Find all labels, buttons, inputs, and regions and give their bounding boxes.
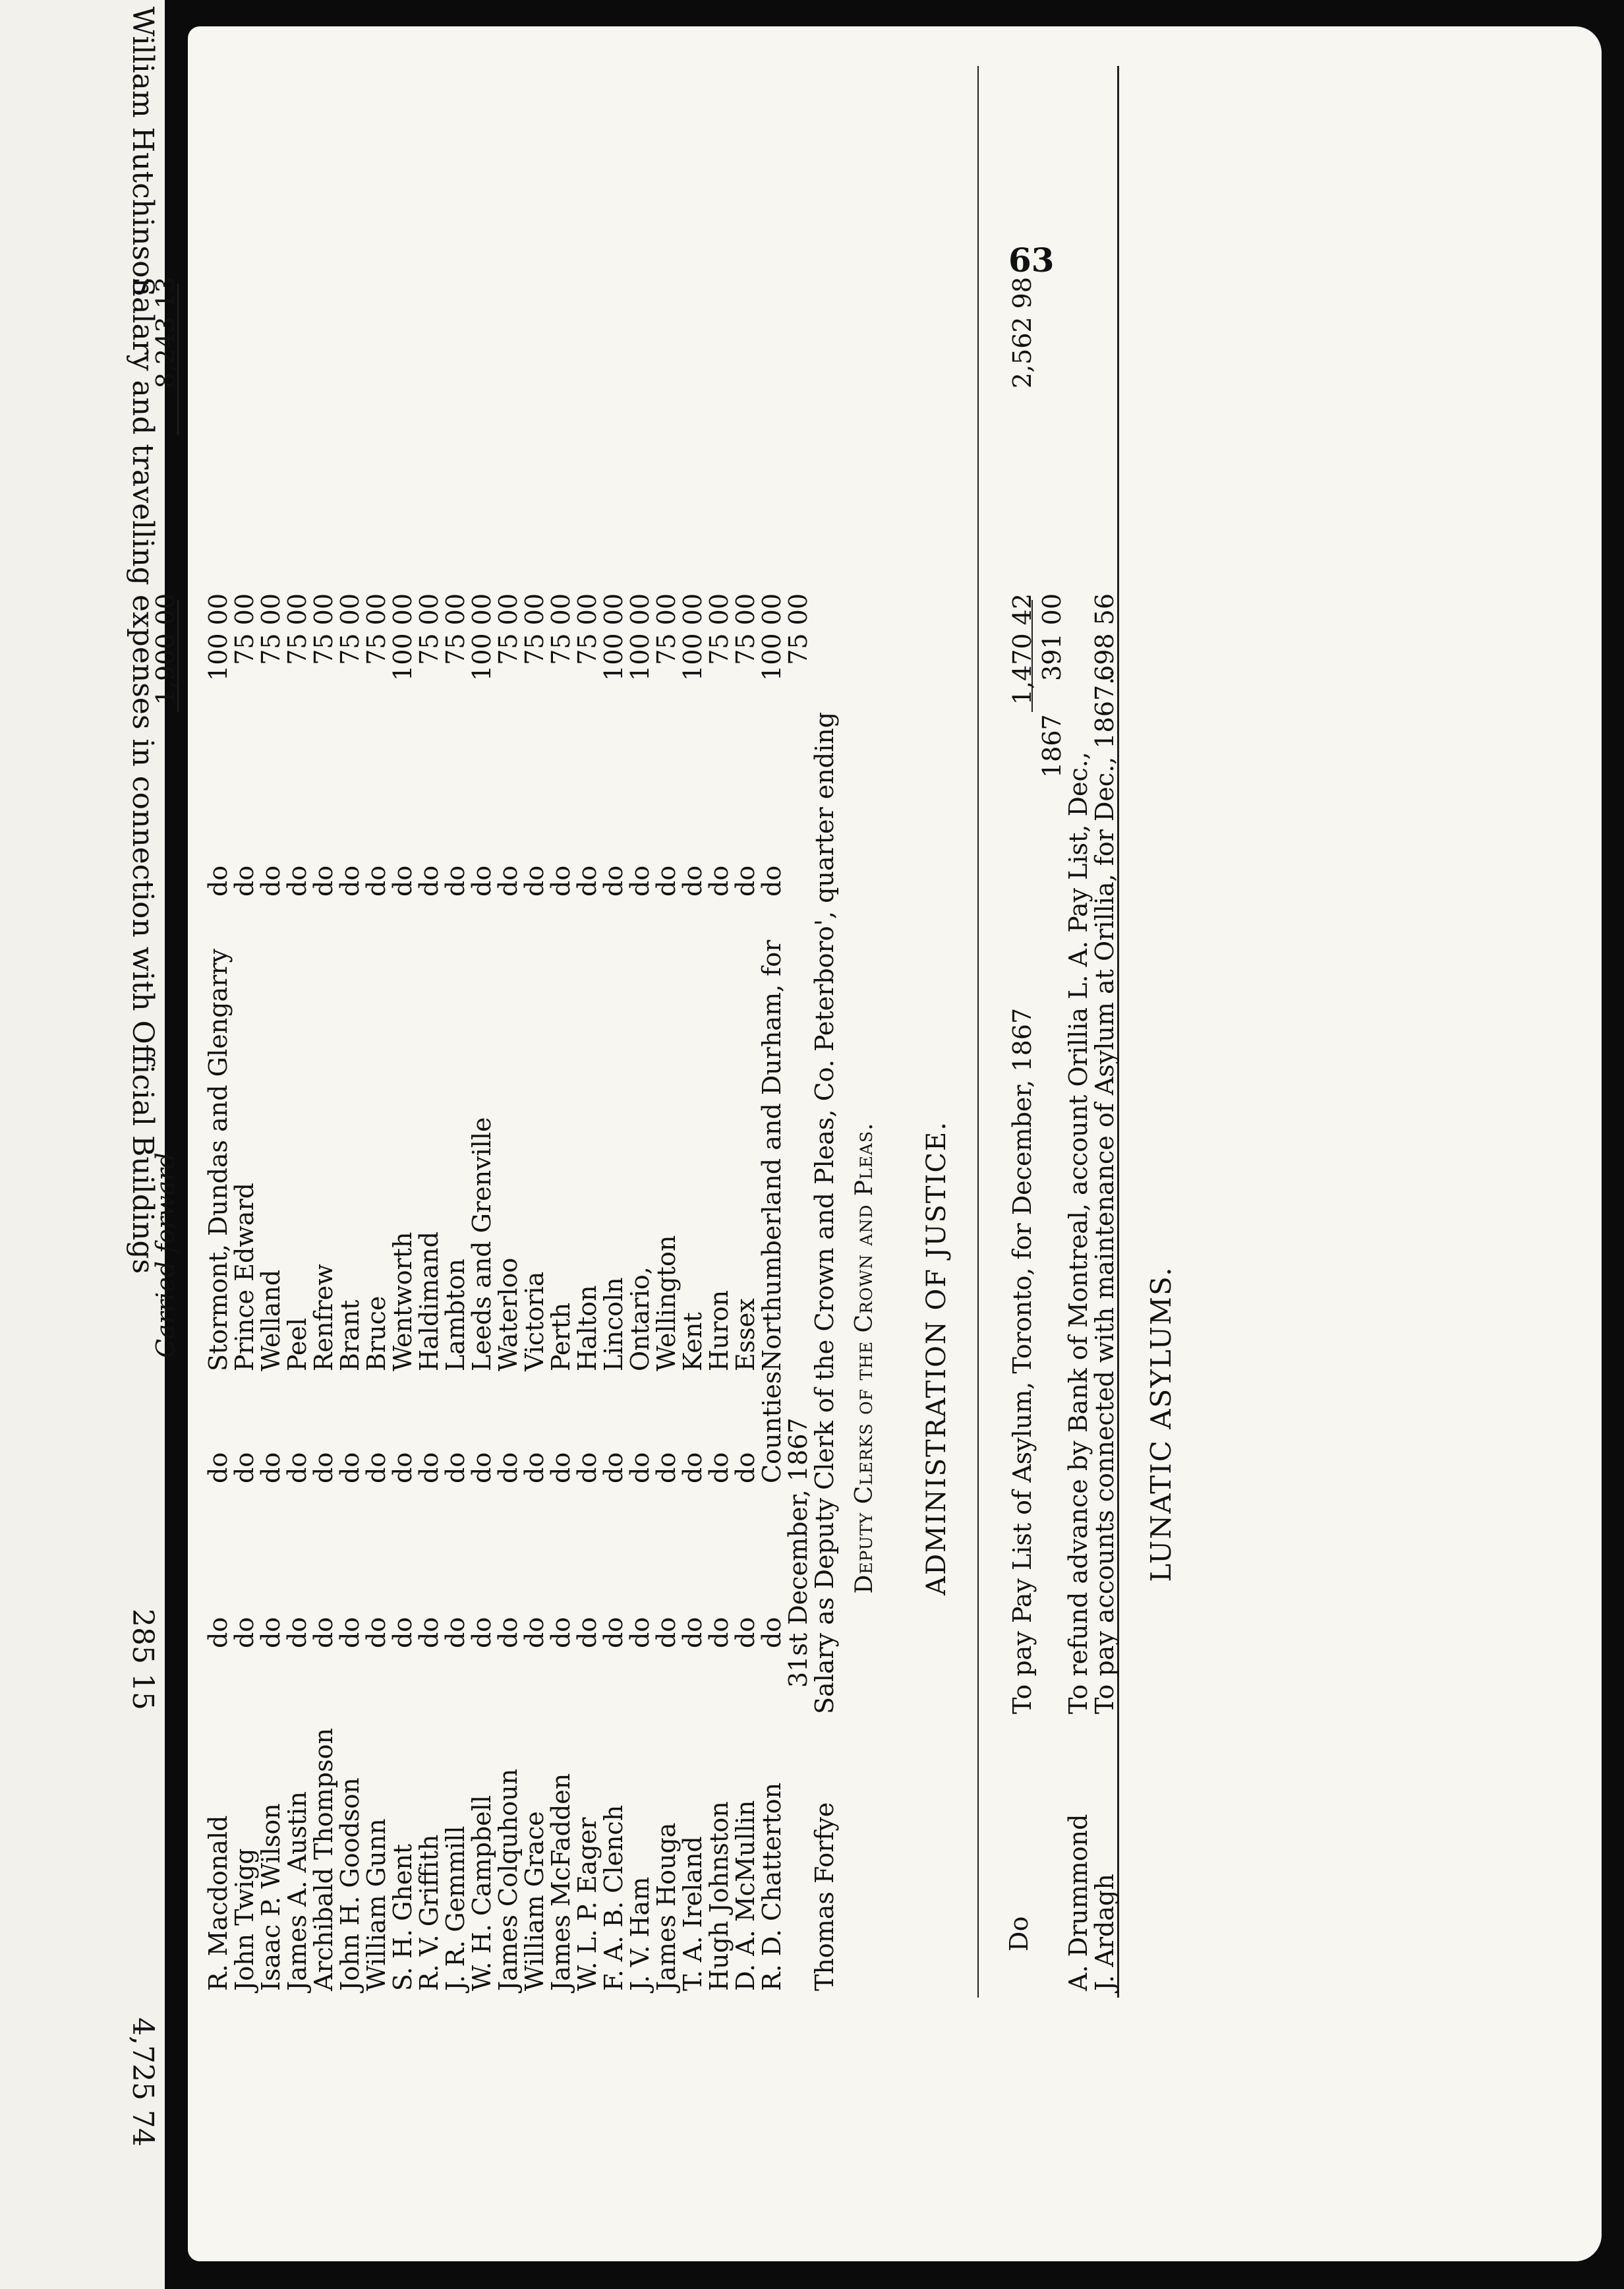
lunatic-text-2: To pay Pay List of Asylum, Toronto, for December, 1867 [1008,1007,1037,1714]
justice-row-do-3: do [757,865,786,897]
justice-row-county: Huron [705,1290,734,1371]
justice-row-do-3: do [362,865,391,897]
justice-row-county: Wellington [652,1235,681,1371]
justice-row-name: John Twigg [230,1848,259,1991]
justice-row-do-1: do [467,1617,496,1648]
justice-row-name: S. H. Ghent [388,1843,417,1991]
justice-row-do-3: do [467,865,496,897]
justice-row-name: James McFadden [546,1773,575,1991]
justice-row-do-2: do [652,1452,681,1483]
justice-row-do-2: do [520,1452,549,1483]
justice-row-do-2: do [625,1452,654,1483]
previous-page-amount: 4,725 74 [126,2017,160,2147]
lunatic-name-2: Do [1004,1916,1033,1951]
previous-page-edge [0,0,165,2289]
justice-row-name: John H. Goodson [335,1777,364,1991]
previous-page-content [0,0,165,2289]
justice-row-name: F. A. B. Clench [599,1804,628,1991]
justice-row-name: James Colquhoun [494,1768,523,1991]
justice-row-do-1: do [757,1617,786,1648]
justice-row-do-1: do [625,1617,654,1648]
previous-page-name: William Hutchinson [126,7,160,297]
justice-row-amount: 100 00 [678,593,707,681]
justice-first-name: Thomas Forfye [810,1802,839,1991]
justice-row-do-1: do [388,1617,417,1648]
justice-row-amount: 100 00 [757,593,786,681]
justice-row-do-1: do [731,1617,760,1648]
justice-row-do-2: do [546,1452,575,1483]
justice-row-do-3: do [520,865,549,897]
justice-row-amount: 75 00 [283,593,312,665]
justice-row-do-2: do [678,1452,707,1483]
justice-row-amount: 100 00 [467,593,496,681]
carried-forward-label: Carried forward [151,1152,180,1358]
justice-subheading: Deputy Clerks of the Crown and Pleas. [851,1122,878,1594]
justice-row-do-2: do [467,1452,496,1483]
justice-row-county: Waterloo [494,1257,523,1371]
justice-row-do-3: do [652,865,681,897]
justice-row-do-1: do [546,1617,575,1648]
justice-row-do-3: do [230,865,259,897]
lunatic-amount-1: 391 00 [1037,593,1066,681]
justice-row-amount: 100 00 [625,593,654,681]
justice-row-county: Ontario, [625,1266,654,1371]
justice-row-do-3: do [546,865,575,897]
justice-row-do-3: do [573,865,602,897]
justice-row-do-1: do [573,1617,602,1648]
justice-row-do-1: do [415,1617,444,1648]
justice-row-do-1: do [335,1617,364,1648]
lunatic-heading: LUNATIC ASYLUMS. [1145,1266,1177,1582]
justice-row-do-1: do [283,1617,312,1648]
justice-row-amount: 75 00 [256,593,285,665]
justice-row-do-3: do [599,865,628,897]
justice-row-county: Essex [731,1298,760,1371]
justice-row-do-2: do [494,1452,523,1483]
justice-row-do-2: Counties [757,1371,786,1483]
justice-row-county: Lambton [441,1259,470,1371]
justice-row-do-2: do [599,1452,628,1483]
justice-row-name: T. A. Ireland [678,1836,707,1991]
justice-row-do-1: do [362,1617,391,1648]
justice-row-do-1: do [309,1617,338,1648]
lunatic-amount-2: 1,470 42 [1008,593,1037,705]
justice-row-county: Victoria [520,1271,549,1371]
justice-row-amount: 75 00 [230,593,259,665]
justice-row-county: Halton [573,1285,602,1371]
justice-row-amount: 75 00 [309,593,338,665]
justice-row-county: Peel [283,1318,312,1371]
justice-row-amount: 75 00 [520,593,549,665]
justice-first-text: Salary as Deputy Clerk of the Crown and Pleas, Co. Peterboro', quarter ending [810,711,839,1714]
justice-row-name: Isaac P. Wilson [256,1803,285,1991]
justice-row-do-2: do [415,1452,444,1483]
justice-row-name: W. H. Campbell [467,1795,496,1991]
justice-row-amount: 75 00 [652,593,681,665]
justice-row-name: J. V. Ham [625,1876,654,1991]
justice-first-amount: 75 00 [784,593,813,665]
ledger-inner [151,66,1351,2215]
justice-row-do-1: do [520,1617,549,1648]
lunatic-text-1: To refund advance by Bank of Montreal, account Orillia L. A. Pay List, Dec., [1064,752,1093,1714]
page-number: 63 [1008,241,1055,280]
justice-row-do-3: do [731,865,760,897]
justice-row-do-3: do [256,865,285,897]
justice-row-county: Northumberland and Durham, for [757,939,786,1371]
justice-row-do-2: do [283,1452,312,1483]
justice-row-amount: 75 00 [362,593,391,665]
justice-row-amount: 100 00 [204,593,233,681]
justice-row-name: J. R. Gemmill [441,1826,470,1991]
justice-row-do-1: do [599,1617,628,1648]
justice-row-do-2: do [335,1452,364,1483]
justice-row-name: James Houga [652,1822,681,1991]
justice-row-do-3: do [388,865,417,897]
justice-row-do-2: do [362,1452,391,1483]
justice-row-amount: 75 00 [573,593,602,665]
justice-row-name: W. L. P. Eager [573,1817,602,1991]
justice-row-do-1: do [678,1617,707,1648]
justice-row-do-3: do [204,865,233,897]
justice-row-amount: 75 00 [705,593,734,665]
justice-row-do-2: do [388,1452,417,1483]
justice-row-do-3: do [335,865,364,897]
justice-row-do-2: do [309,1452,338,1483]
justice-row-amount: 75 00 [415,593,444,665]
justice-row-do-2: do [256,1452,285,1483]
justice-total: 8,243 13 [151,277,180,389]
justice-row-do-1: do [256,1617,285,1648]
lunatic-total: 2,562 98 [1008,277,1037,389]
justice-row-county: Wentworth [388,1232,417,1371]
justice-row-do-3: do [441,865,470,897]
justice-row-do-3: do [283,865,312,897]
justice-row-county: Prince Edward [230,1183,259,1371]
justice-row-name: Hugh Johnston [705,1801,734,1991]
justice-row-do-2: do [573,1452,602,1483]
justice-row-amount: 100 00 [388,593,417,681]
justice-row-do-1: do [494,1617,523,1648]
ledger-rotated [151,66,1351,2215]
justice-row-name: R. V. Griffith [415,1834,444,1991]
justice-row-do-2: do [204,1452,233,1483]
justice-row-county: Perth [546,1302,575,1371]
justice-row-do-2: do [441,1452,470,1483]
justice-row-amount: 75 00 [335,593,364,665]
justice-row-name: Archibald Thompson [309,1728,338,1991]
justice-row-do-2: do [705,1452,734,1483]
justice-row-county: Brant [335,1299,364,1371]
rule-lunatic-bottom [977,66,979,1998]
lunatic-name-0: J. Ardagh [1090,1874,1119,1991]
justice-row-amount: 100 00 [599,593,628,681]
justice-row-do-1: do [652,1617,681,1648]
lunatic-name-1: A. Drummond [1064,1814,1093,1991]
justice-row-do-3: do [678,865,707,897]
justice-row-county: Leeds and Grenville [467,1117,496,1371]
justice-row-do-2: do [731,1452,760,1483]
justice-row-name: James A. Austin [283,1791,312,1991]
justice-row-amount: 75 00 [494,593,523,665]
justice-row-do-3: do [309,865,338,897]
lunatic-text2-1: 1867 [1037,714,1066,778]
justice-row-county: Haldimand [415,1232,444,1371]
justice-row-amount: 75 00 [441,593,470,665]
justice-heading: ADMINISTRATION OF JUSTICE. [921,1121,952,1595]
justice-row-do-1: do [230,1617,259,1648]
previous-page-partial-amount: 285 15 [126,1609,160,1710]
justice-row-county: Stormont, Dundas and Glengarry [204,949,233,1371]
justice-row-do-3: do [705,865,734,897]
justice-row-do-3: do [494,865,523,897]
justice-row-name: William Gunn [362,1818,391,1991]
lunatic-text-0: To pay accounts connected with maintenance of Asylum at Orillia, for Dec., 1867.. [1090,669,1119,1714]
justice-row-do-1: do [705,1617,734,1648]
justice-subtotal: 1,900 00 [151,593,180,705]
justice-row-name: William Grace [520,1811,549,1991]
justice-row-do-1: do [441,1617,470,1648]
justice-row-name: R. Macdonald [204,1815,233,1991]
justice-row-county: Renfrew [309,1264,338,1371]
lunatic-amount-0: 698 56 [1090,593,1119,681]
justice-row-amount: 75 00 [731,593,760,665]
justice-row-do-3: do [625,865,654,897]
justice-row-county: Welland [256,1269,285,1371]
justice-row-county: Bruce [362,1295,391,1371]
justice-row-do-2: do [230,1452,259,1483]
justice-row-name: D. A. McMullin [731,1800,760,1991]
justice-row-amount: 75 00 [546,593,575,665]
justice-row-name: R. D. Chatterton [757,1782,786,1991]
previous-page-text: Salary and travelling expenses in connection with Official Buildings [126,277,160,1274]
justice-row-do-1: do [204,1617,233,1648]
justice-row-do-3: do [415,865,444,897]
justice-first-text2: 31st December, 1867 [784,1417,813,1688]
justice-row-county: Kent [678,1312,707,1371]
justice-row-county: Lincoln [599,1277,628,1371]
